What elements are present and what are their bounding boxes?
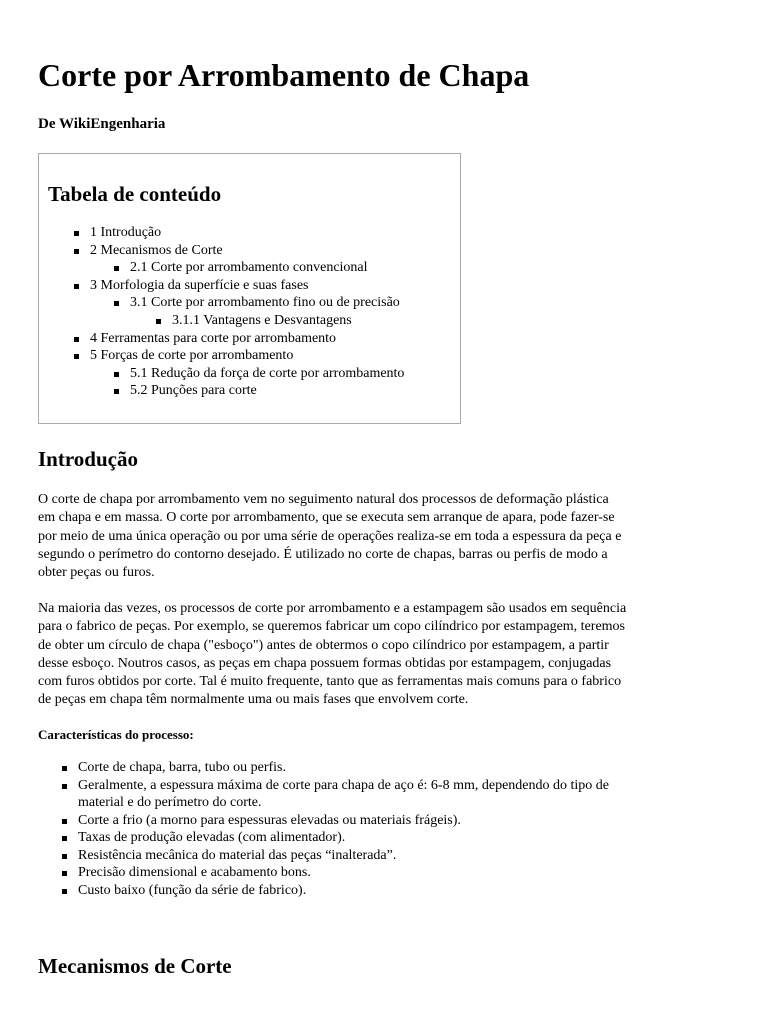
list-item-text: Corte de chapa, barra, tubo ou perfis.	[78, 760, 286, 775]
intro-paragraph-2	[38, 600, 738, 710]
section-heading-mecanismos: Mecanismos de Corte	[38, 954, 232, 978]
bullet-icon	[156, 319, 161, 324]
page-subtitle: De WikiEngenharia	[38, 116, 166, 132]
list-item	[38, 829, 738, 847]
list-item	[38, 847, 738, 865]
bullet-icon	[62, 854, 67, 859]
toc-item[interactable]	[39, 365, 462, 383]
bullet-icon	[114, 266, 119, 271]
toc-link[interactable]: 3.1 Corte por arrombamento fino ou de precisão	[130, 295, 400, 311]
toc-item[interactable]	[39, 242, 462, 260]
list-item-text: Geralmente, a espessura máxima de corte para chapa de aço é: 6-8 mm, dependendo do tipo de	[78, 777, 610, 793]
section-heading-introducao: Introdução	[38, 447, 138, 471]
toc-link[interactable]: 2 Mecanismos de Corte	[90, 242, 223, 258]
list-item	[38, 777, 738, 812]
text-line: O corte de chapa por arrombamento vem no seguimento natural dos processos de deformação plástica	[38, 492, 609, 507]
toc-link[interactable]: 4 Ferramentas para corte por arrombamento	[90, 330, 337, 346]
list-item-text: Corte a frio (a morno para espessuras elevadas ou materiais frágeis).	[78, 812, 461, 828]
toc-link[interactable]: 3 Morfologia da superfície e suas fases	[90, 277, 309, 293]
list-item-text: Resistência mecânica do material das peças “inalterada”.	[78, 847, 397, 863]
bullet-icon	[114, 372, 119, 377]
text-line: de peças em chapa têm normalmente uma ou mais fases que envolvem corte.	[38, 692, 469, 708]
toc-item[interactable]	[39, 277, 462, 295]
list-item	[38, 864, 738, 882]
toc-link[interactable]: 3.1.1 Vantagens e Desvantagens	[172, 312, 352, 328]
text-line: de obter um círculo de chapa ("esboço") antes de obtermos o copo cilíndrico por estampagem, a partir	[38, 637, 609, 653]
toc-link[interactable]: 2.1 Corte por arrombamento convencional	[130, 260, 368, 276]
bullet-icon	[62, 819, 67, 824]
text-line: Na maioria das vezes, os processos de corte por arrombamento e a estampagem são usados em sequência	[38, 601, 627, 616]
toc-item[interactable]	[39, 224, 462, 242]
text-line: segundo o perímetro do contorno desejado. É utilizado no corte de chapas, barras ou perfis de modo a	[38, 546, 608, 562]
characteristics-list	[38, 759, 738, 899]
bullet-icon	[74, 354, 79, 359]
text-line: para o fabrico de peças. Por exemplo, se queremos fabricar um copo cilíndrico por estampagem, teremos	[38, 619, 626, 635]
toc-item[interactable]	[39, 259, 462, 277]
bullet-icon	[62, 889, 67, 894]
list-item-text: Precisão dimensional e acabamento bons.	[78, 865, 311, 880]
bullet-icon	[62, 836, 67, 841]
toc-list	[39, 224, 462, 400]
intro-paragraph-1	[38, 491, 738, 582]
list-item-text: Custo baixo (função da série de fabrico).	[78, 882, 307, 898]
bullet-icon	[74, 249, 79, 254]
bullet-icon	[62, 784, 67, 789]
text-line: com furos obtidos por corte. Tal é muito frequente, tanto que as ferramentas mais comuns para o fabrico	[38, 674, 622, 690]
toc-item[interactable]	[39, 312, 462, 330]
table-of-contents	[38, 153, 461, 424]
toc-item[interactable]	[39, 294, 462, 312]
bullet-icon	[114, 389, 119, 394]
bullet-icon	[74, 231, 79, 236]
toc-item[interactable]	[39, 347, 462, 365]
list-item	[38, 812, 738, 830]
toc-link[interactable]: 5 Forças de corte por arrombamento	[90, 348, 294, 364]
text-line: em chapa e em massa. O corte por arrombamento, que se executa sem arranque de apara, pode fazer-se	[38, 510, 615, 526]
text-line: obter peças ou furos.	[38, 565, 155, 581]
bullet-icon	[62, 871, 67, 876]
toc-link[interactable]: 5.1 Redução da força de corte por arrombamento	[130, 365, 405, 381]
toc-link[interactable]: 1 Introdução	[90, 225, 162, 240]
bullet-icon	[62, 766, 67, 771]
text-line: por meio de uma única operação ou por uma série de operações realiza-se em toda a espessura da peça e	[38, 528, 622, 544]
characteristics-label: Características do processo:	[38, 727, 194, 742]
toc-link[interactable]: 5.2 Punções para corte	[130, 383, 257, 399]
list-item-text: Taxas de produção elevadas (com alimentador).	[78, 830, 346, 845]
text-line: desse esboço. Noutros casos, as peças em chapa possuem formas obtidas por estampagem, conjugadas	[38, 655, 612, 671]
toc-item[interactable]	[39, 330, 462, 348]
list-item	[38, 759, 738, 777]
toc-heading: Tabela de conteúdo	[48, 182, 222, 206]
list-item	[38, 882, 738, 900]
toc-item[interactable]	[39, 382, 462, 400]
page-title: Corte por Arrombamento de Chapa	[38, 57, 530, 93]
bullet-icon	[74, 284, 79, 289]
list-item-text: material e do perímetro do corte.	[78, 795, 262, 810]
bullet-icon	[114, 301, 119, 306]
bullet-icon	[74, 337, 79, 342]
